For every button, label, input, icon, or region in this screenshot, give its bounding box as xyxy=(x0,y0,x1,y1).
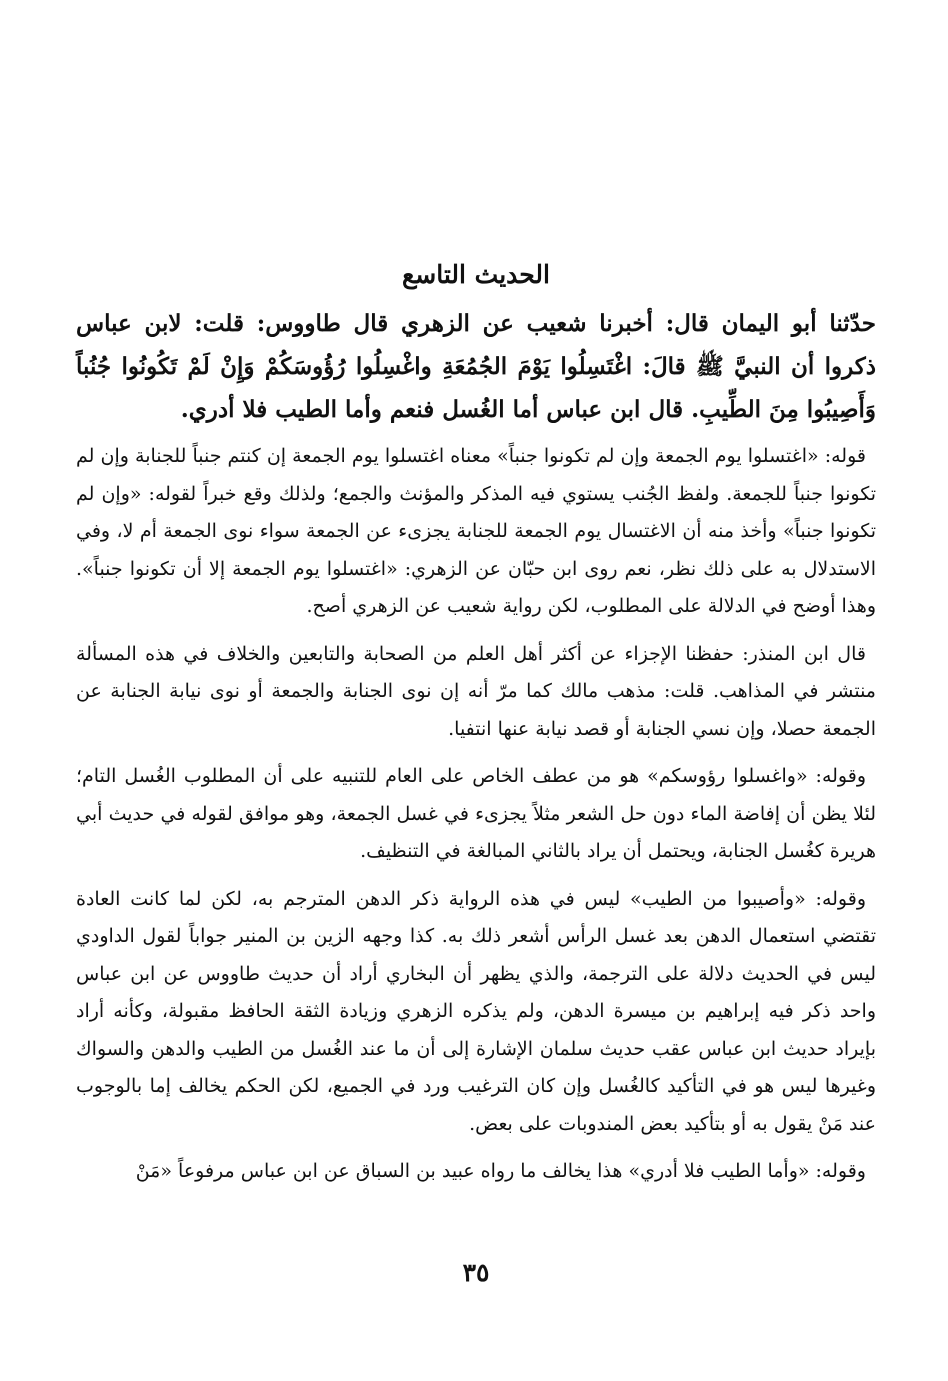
chapter-heading: الحديث التاسع xyxy=(401,260,550,289)
page-number: ٣٥ xyxy=(462,1258,490,1287)
commentary-paragraph: وقوله: «وأصيبوا من الطيب» ليس في هذه الرواية ذكر الدهن المترجم به، لكن لما كانت العادة تقتضي استعمال الدهن بعد غسل الرأس أشعر ذلك به. كذا وجهه الزين بن المنير جواباً لقول الداودي ليس في الحديث دلالة على الترجمة، والذي يظهر أن البخاري أراد أن حديث طاووس عن ابن عباس واحد ذكر فيه إبراهيم بن ميسرة الدهن، ولم يذكره الزهري وزيادة الثقة الحافظ مقبولة، وكأنه أراد بإيراد حديث ابن عباس عقب حديث سلمان الإشارة إلى أن ما عند الغُسل من الطيب والدهن والسواك وغيرها ليس هو في التأكيد كالغُسل وإن كان الترغيب ورد في الجميع، لكن الحكم يخالف إما بالوجوب عند مَنْ يقول به أو بتأكيد بعض المندوبات على بعض. xyxy=(76,887,876,1135)
commentary-paragraph: وقوله: «وأما الطيب فلا أدري» هذا يخالف ما رواه عبيد بن السباق عن ابن عباس مرفوعاً «مَنْ xyxy=(135,1160,866,1182)
commentary-paragraph: قوله: «اغتسلوا يوم الجمعة وإن لم تكونوا جنباً» معناه اغتسلوا يوم الجمعة إن كنتم جنباً للجنابة وإن لم تكونوا جنباً للجمعة. ولفظ الجُنب يستوي فيه المذكر والمؤنث والجمع؛ ولذلك وقع خبراً لقوله: «وإن لم تكونوا جنباً» وأخذ منه أن الاغتسال يوم الجمعة للجنابة يجزىء عن الجمعة سواء نوى الجمعة أم لا، وفي الاستدلال به على ذلك نظر، نعم روى ابن حبّان عن الزهري: «اغتسلوا يوم الجمعة إلا أن تكونوا جنباً». وهذا أوضح في الدلالة على المطلوب، لكن رواية شعيب عن الزهري أصح. xyxy=(76,445,876,617)
commentary-section xyxy=(76,438,876,1201)
book-page xyxy=(76,0,876,1381)
commentary-paragraph: قال ابن المنذر: حفظنا الإجزاء عن أكثر أهل العلم من الصحابة والتابعين والخلاف في هذه المسألة منتشر في المذاهب. قلت: مذهب مالك كما مرّ أنه إن نوى الجنابة والجمعة أو نوى نيابة الجنابة عن الجمعة حصلا، وإن نسي الجنابة أو قصد نيابة عنها انتفيا. xyxy=(76,642,876,740)
hadith-text: حدّثنا أبو اليمان قال: أخبرنا شعيب عن الزهري قال طاووس: قلت: لابن عباس ذكروا أن النبيَّ ﷺ قالَ: اغْتَسِلُوا يَوْمَ الجُمُعَةِ واغْسِلُوا رُؤُوسَكُمْ وَإِنْ لَمْ تَكُونُوا جُنُباً وَأَصِيبُوا مِنَ الطِّيبِ. قال ابن عباس أما الغُسل فنعم وأما الطيب فلا أدري. xyxy=(76,310,876,423)
commentary-paragraph: وقوله: «واغسلوا رؤوسكم» هو من عطف الخاص على العام للتنبيه على أن المطلوب الغُسل التام؛ لئلا يظن أن إفاضة الماء دون حل الشعر مثلاً يجزىء في غسل الجمعة، وهو موافق لقوله في حديث أبي هريرة كغُسل الجنابة، ويحتمل أن يراد بالثاني المبالغة في التنظيف. xyxy=(76,765,876,862)
